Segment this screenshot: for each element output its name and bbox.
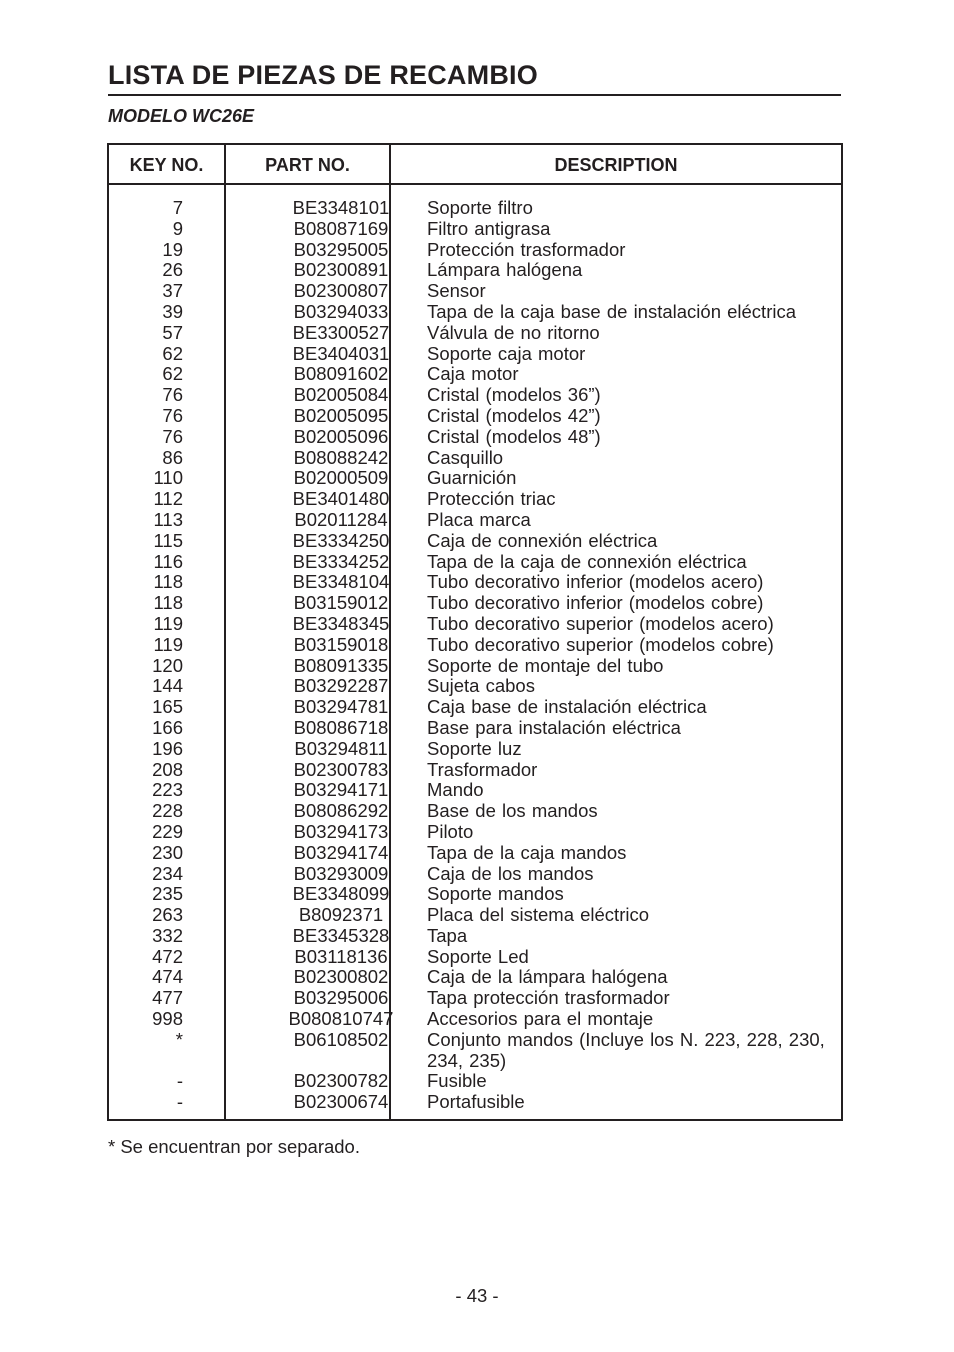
- part-cell: B02000509: [293, 467, 389, 489]
- key-cell: 230: [152, 841, 183, 863]
- description-cell: Casquillo: [427, 446, 504, 468]
- description-cell: Tapa: [427, 924, 468, 946]
- part-cell: BE3348345: [292, 612, 390, 634]
- part-cell: B03294781: [293, 696, 389, 718]
- key-cell: 208: [152, 758, 183, 780]
- part-cell: BE3334252: [292, 550, 390, 572]
- table-row: [109, 864, 841, 885]
- table-row: [109, 926, 841, 947]
- description-cell: Caja de los mandos: [427, 862, 594, 884]
- table-row: [109, 552, 841, 573]
- key-cell: 86: [162, 446, 183, 468]
- key-cell: 115: [153, 529, 183, 551]
- part-cell: B02300783: [293, 758, 389, 780]
- part-cell: BE3334250: [292, 529, 390, 551]
- key-cell: 37: [162, 280, 183, 302]
- table-row: [109, 364, 841, 385]
- key-cell: 998: [152, 1008, 183, 1030]
- header-description: DESCRIPTION: [554, 155, 678, 175]
- part-cell: B08087169: [293, 217, 389, 239]
- description-cell: Conjunto mandos (Incluye los N. 223, 228, 230, 234, 235): [427, 1028, 825, 1071]
- description-cell: Cristal (modelos 36”): [427, 384, 601, 406]
- description-cell: Válvula de no ritorno: [427, 321, 600, 343]
- description-cell: Caja de connexión eléctrica: [427, 529, 658, 551]
- description-cell: Placa marca: [427, 508, 531, 530]
- key-cell: 76: [162, 384, 183, 406]
- table-row: [109, 1071, 841, 1092]
- key-cell: 76: [162, 404, 183, 426]
- table-row: [109, 656, 841, 677]
- table-row: [109, 572, 841, 593]
- description-cell: Sujeta cabos: [427, 675, 535, 697]
- footnote: * Se encuentran por separado.: [108, 1136, 360, 1157]
- description-cell: Tubo decorativo superior (modelos acero): [427, 612, 774, 634]
- key-cell: 62: [162, 342, 183, 364]
- part-cell: BE3404031: [292, 342, 390, 364]
- table-row: [109, 676, 841, 697]
- description-cell: Caja motor: [427, 363, 519, 385]
- description-cell: Tapa de la caja de connexión eléctrica: [427, 550, 747, 572]
- key-cell: 263: [152, 904, 183, 926]
- key-cell: 118: [153, 592, 183, 614]
- part-cell: BE3348099: [292, 883, 390, 905]
- description-cell: Sensor: [427, 280, 486, 302]
- part-cell: B02011284: [294, 508, 388, 530]
- table-row: [109, 531, 841, 552]
- table-body: [109, 198, 841, 1113]
- table-row: [109, 510, 841, 531]
- table-row: [109, 344, 841, 365]
- key-cell: 9: [172, 217, 183, 239]
- part-cell: B03293009: [293, 862, 389, 884]
- table-row: [109, 947, 841, 968]
- table-row: [109, 697, 841, 718]
- table-row: [109, 427, 841, 448]
- description-cell: Cristal (modelos 42”): [427, 404, 601, 426]
- key-cell: *: [175, 1028, 183, 1050]
- header-key-no: KEY NO.: [129, 155, 204, 175]
- description-cell: Filtro antigrasa: [427, 217, 551, 239]
- page-number: - 43 -: [455, 1285, 499, 1306]
- table-row: [109, 884, 841, 905]
- description-cell: Caja base de instalación eléctrica: [427, 696, 707, 718]
- part-cell: B03292287: [293, 675, 389, 697]
- table-row: [109, 635, 841, 656]
- table-row: [109, 593, 841, 614]
- part-cell: B02300782: [293, 1070, 389, 1092]
- part-cell: B03294033: [293, 300, 389, 322]
- table-row: [109, 739, 841, 760]
- key-cell: 223: [152, 779, 183, 801]
- description-cell: Soporte de montaje del tubo: [427, 654, 664, 676]
- part-cell: BE3401480: [292, 488, 390, 510]
- description-cell: Mando: [427, 779, 484, 801]
- description-cell: Placa del sistema eléctrico: [427, 904, 650, 926]
- title-divider: [108, 94, 841, 96]
- description-cell: Soporte Led: [427, 945, 529, 967]
- key-cell: 118: [153, 571, 183, 593]
- part-cell: B03294811: [294, 737, 388, 759]
- key-cell: 76: [162, 425, 183, 447]
- key-cell: 196: [152, 737, 183, 759]
- part-cell: BE3300527: [292, 321, 390, 343]
- part-cell: B02300802: [293, 966, 389, 988]
- description-cell: Base para instalación eléctrica: [427, 716, 681, 738]
- part-cell: BE3345328: [292, 924, 390, 946]
- table-row: [109, 260, 841, 281]
- part-cell: B02005084: [293, 384, 389, 406]
- key-cell: 19: [162, 238, 183, 260]
- table-row: [109, 1030, 841, 1072]
- part-cell: B08088242: [293, 446, 389, 468]
- key-cell: 112: [153, 488, 183, 510]
- part-cell: B08086718: [293, 716, 389, 738]
- description-cell: Tubo decorativo superior (modelos cobre): [427, 633, 774, 655]
- key-cell: 235: [152, 883, 183, 905]
- description-cell: Fusible: [427, 1070, 487, 1092]
- key-cell: 166: [152, 716, 183, 738]
- table-row: [109, 406, 841, 427]
- header-part-no: PART NO.: [265, 155, 350, 175]
- description-cell: Tubo decorativo inferior (modelos acero): [427, 571, 764, 593]
- key-cell: 110: [153, 467, 183, 489]
- part-cell: B02300891: [293, 259, 389, 281]
- table-row: [109, 801, 841, 822]
- key-cell: -: [176, 1091, 183, 1113]
- key-cell: 116: [153, 550, 183, 572]
- model-subtitle: MODELO WC26E: [108, 106, 255, 126]
- key-cell: 474: [152, 966, 183, 988]
- description-cell: Protección trasformador: [427, 238, 626, 260]
- key-cell: 477: [152, 987, 183, 1009]
- table-row: [109, 843, 841, 864]
- key-cell: 165: [152, 696, 183, 718]
- key-cell: 26: [162, 259, 183, 281]
- part-cell: B08091602: [293, 363, 389, 385]
- description-cell: Caja de la lámpara halógena: [427, 966, 668, 988]
- key-cell: 229: [152, 820, 183, 842]
- part-cell: BE3348101: [292, 197, 390, 218]
- part-cell: B03159012: [293, 592, 389, 614]
- part-cell: B02005095: [293, 404, 389, 426]
- key-cell: 62: [162, 363, 183, 385]
- key-cell: 57: [162, 321, 183, 343]
- part-cell: B08091335: [293, 654, 389, 676]
- part-cell: B03294173: [293, 820, 389, 842]
- part-cell: B03294174: [293, 841, 389, 863]
- key-cell: 113: [153, 508, 183, 530]
- table-row: [109, 302, 841, 323]
- table-row: [109, 905, 841, 926]
- part-cell: B080810747: [288, 1008, 394, 1030]
- table-row: [109, 988, 841, 1009]
- key-cell: -: [176, 1070, 183, 1092]
- part-cell: B03295006: [293, 987, 389, 1009]
- key-cell: 39: [162, 300, 183, 322]
- part-cell: B03294171: [293, 779, 389, 801]
- part-cell: BE3348104: [292, 571, 390, 593]
- part-cell: B03159018: [293, 633, 389, 655]
- description-cell: Soporte luz: [427, 737, 522, 759]
- key-cell: 228: [152, 800, 183, 822]
- part-cell: B02300674: [293, 1091, 389, 1113]
- description-cell: Cristal (modelos 48”): [427, 425, 601, 447]
- description-cell: Guarnición: [427, 467, 517, 489]
- table-row: [109, 198, 841, 219]
- table-row: [109, 967, 841, 988]
- table-row: [109, 760, 841, 781]
- key-cell: 472: [152, 945, 183, 967]
- key-cell: 119: [153, 612, 183, 634]
- description-cell: Soporte filtro: [427, 197, 533, 218]
- description-cell: Soporte mandos: [427, 883, 564, 905]
- description-cell: Trasformador: [427, 758, 538, 780]
- description-cell: Protección triac: [427, 488, 556, 510]
- table-row: [109, 1009, 841, 1030]
- key-cell: 332: [152, 924, 183, 946]
- description-cell: Soporte caja motor: [427, 342, 586, 364]
- key-cell: 120: [152, 654, 183, 676]
- key-cell: 119: [153, 633, 183, 655]
- key-cell: 234: [152, 862, 183, 884]
- description-cell: Tubo decorativo inferior (modelos cobre): [427, 592, 764, 614]
- description-cell: Tapa de la caja base de instalación eléctrica: [427, 300, 797, 322]
- table-row: [109, 240, 841, 261]
- description-cell: Lámpara halógena: [427, 259, 583, 281]
- table-row: [109, 219, 841, 240]
- description-cell: Accesorios para el montaje: [427, 1008, 654, 1030]
- part-cell: B02300807: [293, 280, 389, 302]
- part-cell: B03295005: [293, 238, 389, 260]
- description-cell: Tapa de la caja mandos: [427, 841, 627, 863]
- table-row: [109, 718, 841, 739]
- part-cell: B03118136: [294, 945, 388, 967]
- key-cell: 7: [172, 197, 183, 218]
- table-row: [109, 281, 841, 302]
- table-row: [109, 1092, 841, 1113]
- table-row: [109, 780, 841, 801]
- table-row: [109, 822, 841, 843]
- part-cell: B08086292: [293, 800, 389, 822]
- part-cell: B02005096: [293, 425, 389, 447]
- table-row: [109, 323, 841, 344]
- description-cell: Base de los mandos: [427, 800, 598, 822]
- description-cell: Tapa protección trasformador: [427, 987, 670, 1009]
- part-cell: B06108502: [293, 1028, 389, 1050]
- description-cell: Portafusible: [427, 1091, 525, 1113]
- page-title: LISTA DE PIEZAS DE RECAMBIO: [108, 60, 538, 90]
- description-cell: Piloto: [427, 820, 474, 842]
- key-cell: 144: [152, 675, 183, 697]
- part-cell: B8092371: [298, 904, 384, 926]
- table-row: [109, 468, 841, 489]
- table-row: [109, 614, 841, 635]
- header-divider: [109, 183, 841, 185]
- table-row: [109, 385, 841, 406]
- parts-table: [107, 143, 843, 1121]
- table-row: [109, 448, 841, 469]
- table-row: [109, 489, 841, 510]
